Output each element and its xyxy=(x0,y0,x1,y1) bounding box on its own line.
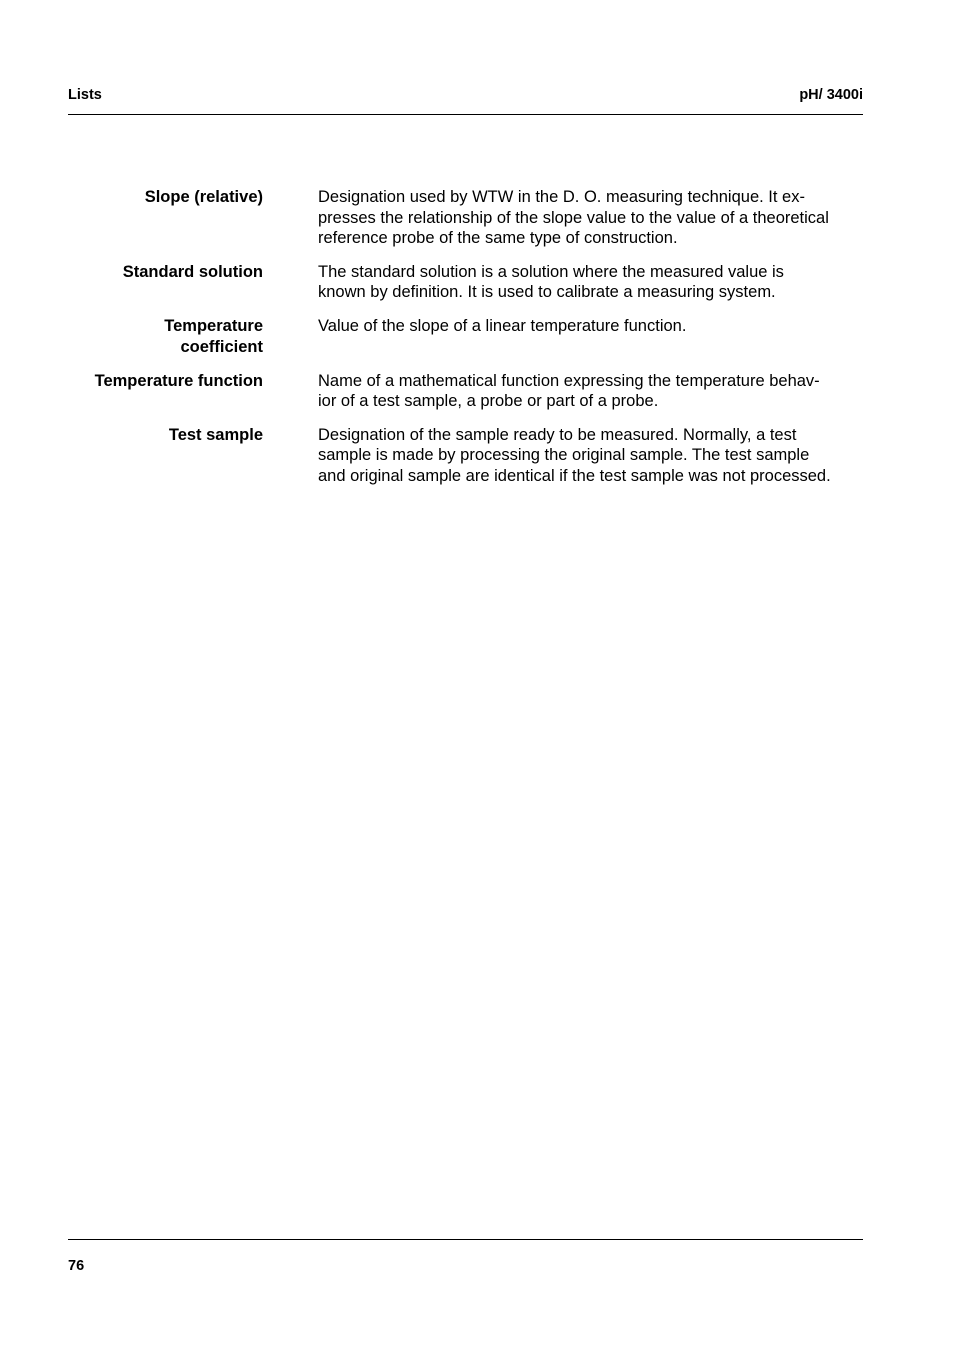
glossary-definition xyxy=(318,262,863,303)
glossary-entry xyxy=(68,425,863,487)
definition-line: known by definition. It is used to calibrate a measuring system. xyxy=(318,283,776,301)
glossary-term xyxy=(68,262,263,303)
page-footer xyxy=(68,1239,863,1274)
definition-line: Designation of the sample ready to be measured. Normally, a test xyxy=(318,425,797,444)
glossary-list xyxy=(68,187,863,499)
definition-line: sample is made by processing the original sample. The test sample xyxy=(318,446,810,464)
definition-line: ior of a test sample, a probe or part of a probe. xyxy=(318,392,659,410)
term-line: Temperature xyxy=(164,316,263,335)
product-name: pH/ 3400i xyxy=(799,87,863,103)
glossary-definition xyxy=(318,371,863,412)
definition-line: presses the relationship of the slope value to the value of a theoretical xyxy=(318,208,829,227)
definition-line: reference probe of the same type of construction. xyxy=(318,229,678,247)
glossary-entry xyxy=(68,316,863,358)
term-line: Test sample xyxy=(168,425,263,444)
definition-line: Value of the slope of a linear temperature function. xyxy=(318,316,687,335)
page-number: 76 xyxy=(68,1258,85,1274)
glossary-definition xyxy=(318,425,863,487)
page-header xyxy=(68,86,863,115)
glossary-entry xyxy=(68,371,863,412)
term-line: coefficient xyxy=(180,337,263,356)
glossary-term xyxy=(68,371,263,412)
definition-line: and original sample are identical if the test sample was not processed. xyxy=(318,466,831,485)
glossary-term xyxy=(68,425,263,487)
term-line: Slope (relative) xyxy=(144,188,263,206)
term-line: Standard solution xyxy=(122,262,263,281)
glossary-entry xyxy=(68,262,863,303)
term-line: Temperature function xyxy=(94,371,263,390)
glossary-definition xyxy=(318,316,863,358)
definition-line: The standard solution is a solution where the measured value is xyxy=(318,262,784,281)
section-title: Lists xyxy=(68,87,102,103)
glossary-term xyxy=(68,316,263,358)
glossary-entry xyxy=(68,187,863,249)
glossary-definition xyxy=(318,187,863,249)
glossary-term xyxy=(68,187,263,249)
definition-line: Designation used by WTW in the D. O. measuring technique. It ex- xyxy=(318,188,805,206)
definition-line: Name of a mathematical function expressing the temperature behav- xyxy=(318,371,820,390)
